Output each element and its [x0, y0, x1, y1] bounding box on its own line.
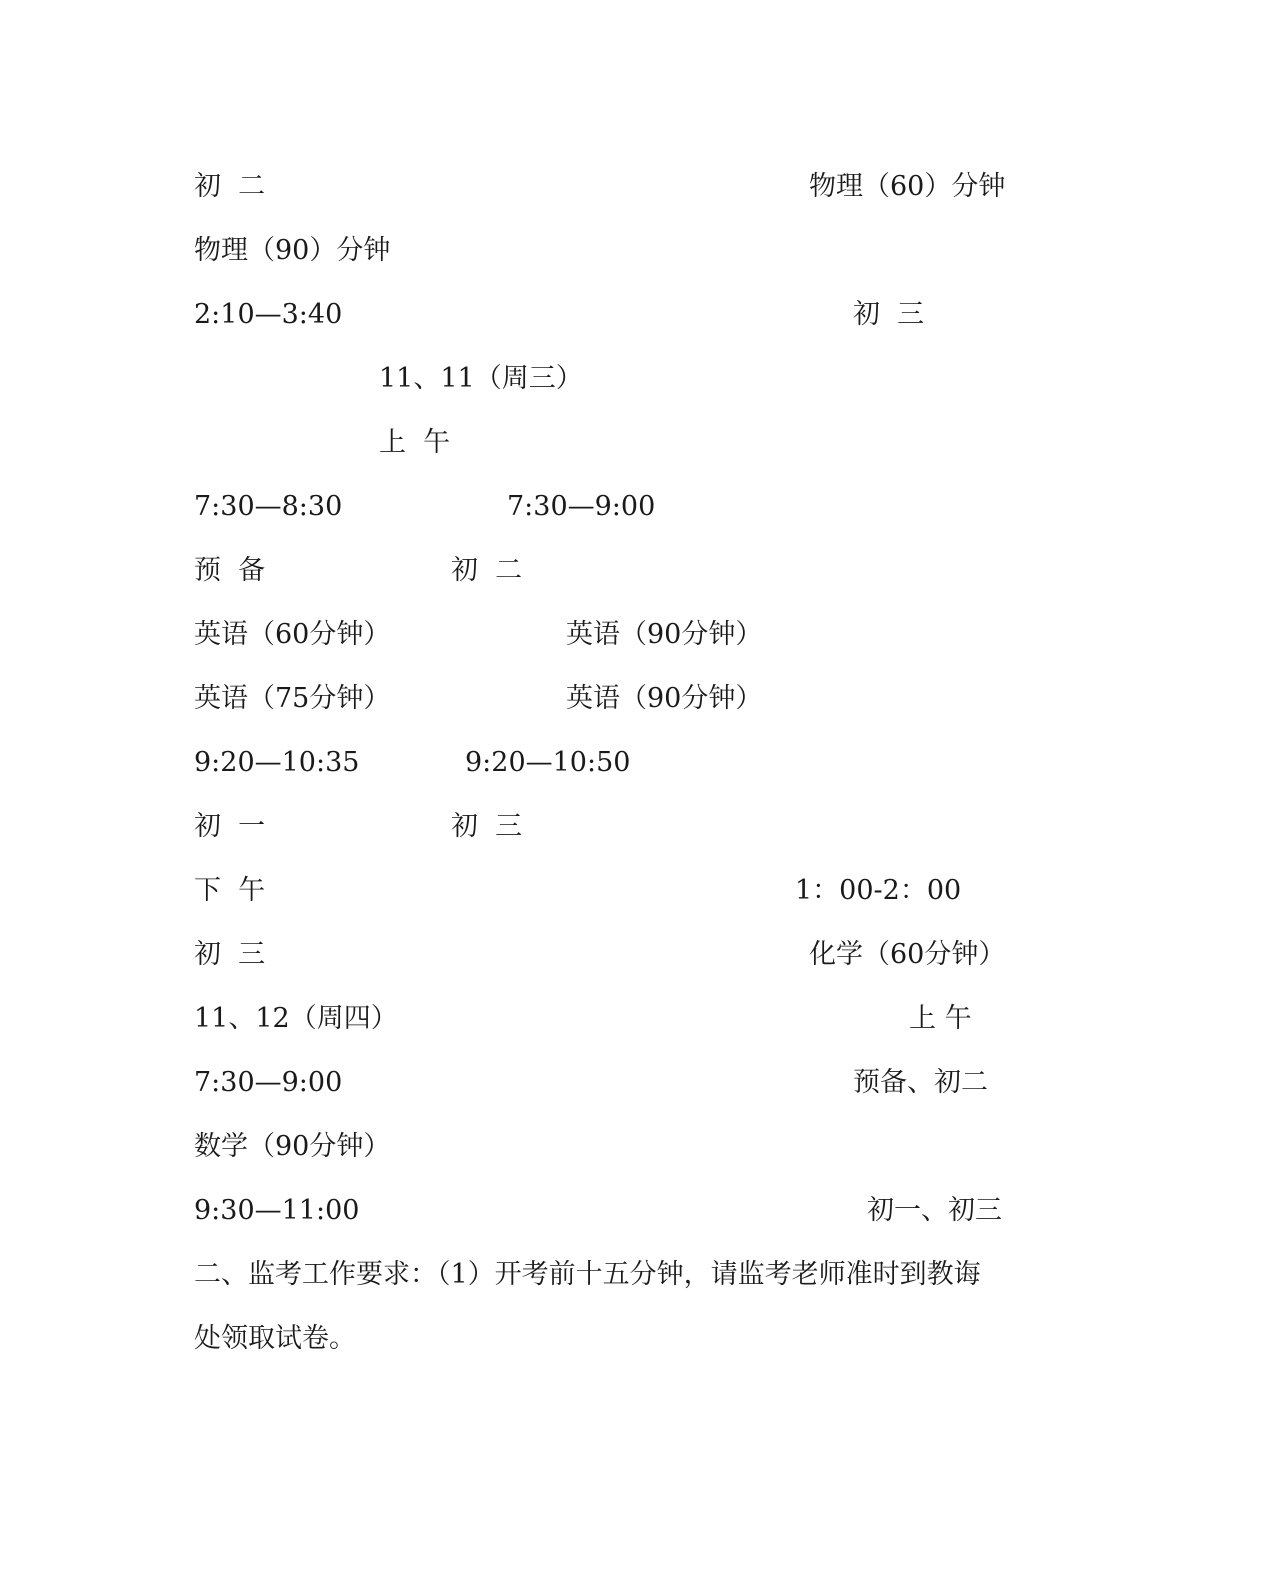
grade-label: 初 三: [451, 811, 523, 842]
grade-label: 初 三: [853, 299, 925, 330]
grade-label: 初 二: [194, 171, 266, 202]
subject-duration: 物理（90）分钟: [194, 235, 391, 266]
time-range: 9:30—11:00: [194, 1195, 360, 1226]
session-label: 下 午: [194, 875, 266, 906]
subject-duration: 物理（60）分钟: [809, 171, 1006, 202]
subject-duration: 英语（90分钟）: [566, 683, 763, 714]
subject-duration: 英语（90分钟）: [566, 619, 763, 650]
grade-label: 预备、初二: [853, 1067, 988, 1098]
text-line: [0, 615, 1275, 655]
grade-label: 初 二: [451, 555, 523, 586]
time-range: 7:30—9:00: [507, 491, 656, 522]
text-line: [0, 743, 1275, 783]
text-line: [0, 423, 1275, 463]
text-line: [0, 359, 1275, 399]
subject-duration: 数学（90分钟）: [194, 1131, 391, 1162]
time-range: 9:20—10:50: [465, 747, 631, 778]
date-label: 11、11（周三）: [379, 363, 583, 394]
session-label: 上 午: [379, 427, 451, 458]
grade-label: 初 三: [194, 939, 266, 970]
time-range: 2:10—3:40: [194, 299, 343, 330]
grade-label: 初一、初三: [867, 1195, 1002, 1226]
time-range: 7:30—9:00: [194, 1067, 343, 1098]
text-line: [0, 1063, 1275, 1103]
text-line: [0, 935, 1275, 975]
text-line: [0, 1255, 1275, 1295]
text-line: [0, 679, 1275, 719]
subject-duration: 英语（75分钟）: [194, 683, 391, 714]
time-range: 9:20—10:35: [194, 747, 360, 778]
text-line: [0, 999, 1275, 1039]
subject-duration: 化学（60分钟）: [809, 939, 1006, 970]
text-line: [0, 1319, 1275, 1359]
time-range: 1：00-2：00: [795, 875, 962, 906]
section-heading: 二、监考工作要求：（1）开考前十五分钟，请监考老师准时到教诲: [194, 1259, 981, 1290]
text-line: [0, 871, 1275, 911]
text-line: [0, 807, 1275, 847]
text-line: [0, 295, 1275, 335]
grade-label: 初 一: [194, 811, 266, 842]
subject-duration: 英语（60分钟）: [194, 619, 391, 650]
session-label: 上 午: [909, 1003, 972, 1034]
text-line: [0, 231, 1275, 271]
time-range: 7:30—8:30: [194, 491, 343, 522]
text-line: [0, 487, 1275, 527]
text-line: [0, 167, 1275, 207]
text-line: [0, 551, 1275, 591]
text-line: [0, 1127, 1275, 1167]
text-line: [0, 1191, 1275, 1231]
paragraph-text: 处领取试卷。: [194, 1323, 356, 1354]
date-label: 11、12（周四）: [194, 1003, 398, 1034]
grade-label: 预 备: [194, 555, 266, 586]
